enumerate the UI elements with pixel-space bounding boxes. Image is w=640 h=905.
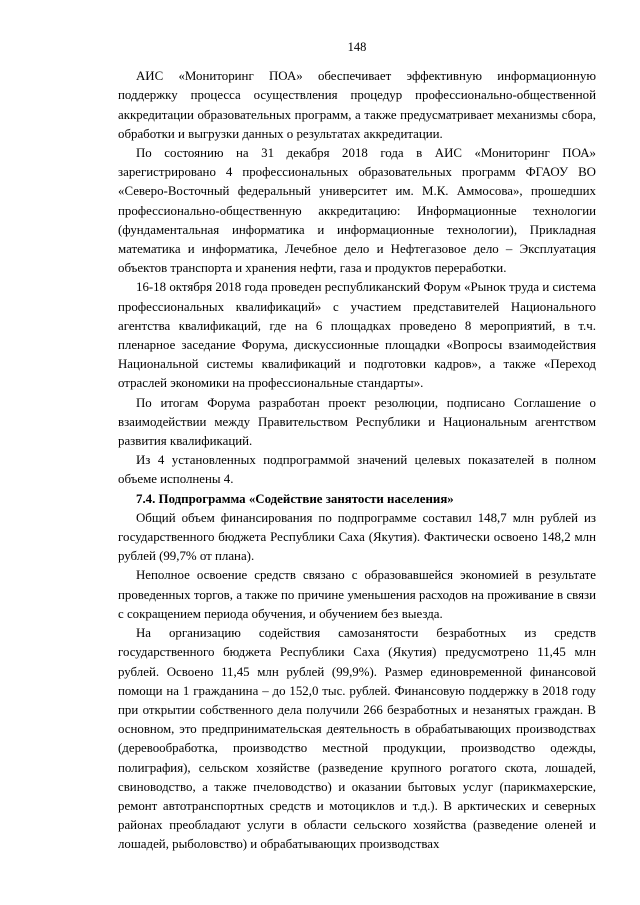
paragraph: По состоянию на 31 декабря 2018 года в АИС «Мониторинг ПОА» зарегистрировано 4 профессиональных образовательных программ ФГАОУ ВО «Северо-Восточный федеральный университет им. М.К. Аммосова», прошедших профессионально-общественную аккредитацию: Информационные технологии (фундаментальная информатика и информационные технологии), Прикладная математика и информатика, Лечебное дело и Нефтегазовое дело – Эксплуатация объектов транспорта и хранения нефти, газа и продуктов переработки. xyxy=(118,146,596,276)
paragraph: 16-18 октября 2018 года проведен республиканский Форум «Рынок труда и система профессиональных квалификаций» с участием представителей Национального агентства квалификаций, где на 6 площадках проведено 8 мероприятий, в т.ч. пленарное заседание Форума, дискуссионные площадки «Вопросы взаимодействия Национальной системы квалификаций и подготовки кадров», а также «Переход отраслей экономики на профессиональные стандарты». xyxy=(118,280,596,391)
paragraph: АИС «Мониторинг ПОА» обеспечивает эффективную информационную поддержку процесса осуществления процедур профессионально-общественной аккредитации образовательных программ, а также предусматривает механизмы сбора, обработки и выгрузки данных о результатах аккредитации. xyxy=(118,69,596,141)
page-number: 148 xyxy=(347,40,367,54)
paragraph: Общий объем финансирования по подпрограмме составил 148,7 млн рублей из государственного бюджета Республики Саха (Якутия). Фактически освоено 148,2 млн рублей (99,7% от плана). xyxy=(118,510,596,564)
paragraph: На организацию содействия самозанятости безработных из средств государственного бюджета Республики Саха (Якутия) предусмотрено 11,45 млн рублей. Освоено 11,45 млн рублей (99,9%). Размер единовременной финансовой помощи на 1 гражданина – до 152,0 тыс. рублей. Финансовую поддержку в 2018 году при открытии собственного дела получили 266 безработных и незанятых граждан. В основном, это предпринимательская деятельность в обрабатывающих производствах (деревообработка, производство местной продукции, производство одежды, полиграфия), сельском хозяйстве (разведение крупного рогатого скота, лошадей, свиноводство, а также пчеловодство) и оказании бытовых услуг (парикмахерские, ремонт автотранспортных средств и мотоциклов и т.д.). В арктических и северных районах преобладают услуги в области сельского хозяйства (разведение оленей и лошадей, рыболовство) и обрабатывающих производствах xyxy=(118,626,596,852)
section-heading: 7.4. Подпрограмма «Содействие занятости населения» xyxy=(136,491,454,506)
paragraph: Из 4 установленных подпрограммой значений целевых показателей в полном объеме исполнены 4. xyxy=(118,453,596,487)
paragraph: Неполное освоение средств связано с образовавшейся экономией в результате проведенных торгов, а также по причине уменьшения расходов на проживание в связи с сокращением периода обучения, и обучением без выезда. xyxy=(118,568,596,621)
paragraph: По итогам Форума разработан проект резолюции, подписано Соглашение о взаимодействии между Правительством Республики и Национальным агентством развития квалификаций. xyxy=(118,395,596,449)
document-page xyxy=(118,38,596,855)
